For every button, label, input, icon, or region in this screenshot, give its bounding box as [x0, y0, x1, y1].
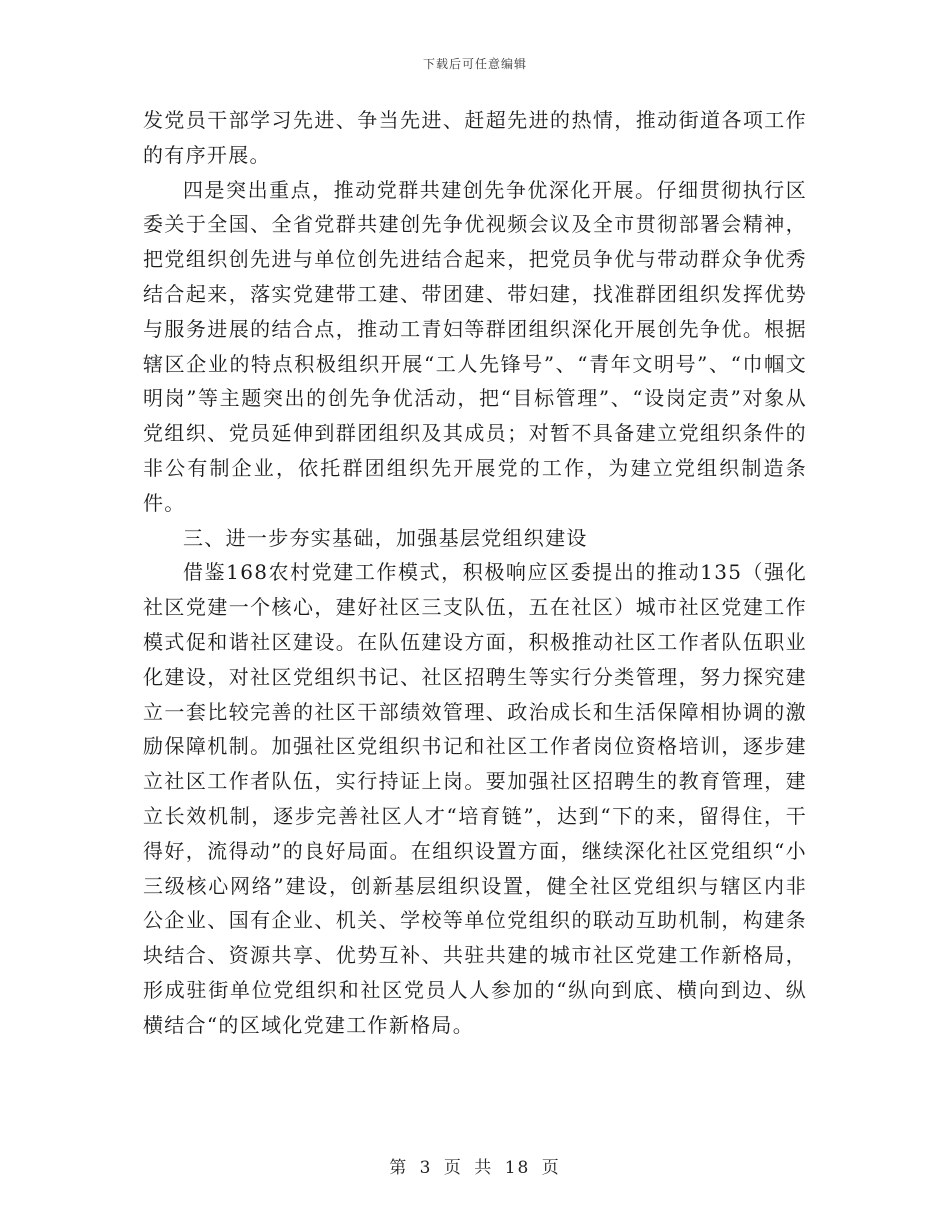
paragraph-community-building: 借鉴168农村党建工作模式，积极响应区委提出的推动135（强化社区党建一个核心，建好社区三支队伍，五在社区）城市社区党建工作模式促和谐社区建设。在队伍建设方面，积极推动社区工作者队伍职业化建设，对社区党组织书记、社区招聘生等实行分类管理，努力探究建立一套比较完善的社区干部绩效管理、政治成长和生活保障相协调的激励保障机制。加强社区党组织书记和社区工作者岗位资格培训，逐步建立社区工作者队伍，实行持证上岗。要加强社区招聘生的教育管理，建立长效机制，逐步完善社区人才“培育链”，达到“下的来，留得住，干得好，流得动”的良好局面。在组织设置方面，继续深化社区党组织“小三级核心网络”建设，创新基层组织设置，健全社区党组织与辖区内非公企业、国有企业、机关、学校等单位党组织的联动互助机制，构建条块结合、资源共享、优势互补、共驻共建的城市社区党建工作新格局，形成驻街单位党组织和社区党员人人参加的“纵向到底、横向到边、纵横结合“的区域化党建工作新格局。 [143, 560, 807, 1037]
document-body [143, 103, 807, 1043]
paragraph-point-four: 四是突出重点，推动党群共建创先争优深化开展。仔细贯彻执行区委关于全国、全省党群共建创先争优视频会议及全市贯彻部署会精神，把党组织创先进与单位创先进结合起来，把党员争优与带动群众争优秀结合起来，落实党建带工建、带团建、带妇建，找准群团组织发挥优势与服务进展的结合点，推动工青妇等群团组织深化开展创先争优。根据辖区企业的特点积极组织开展“工人先锋号”、“青年文明号”、“巾帼文明岗”等主题突出的创先争优活动，把“目标管理”、“设岗定责”对象从党组织、党员延伸到群团组织及其成员；对暂不具备建立党组织条件的非公有制企业，依托群团组织先开展党的工作，为建立党组织制造条件。 [143, 177, 807, 515]
section-heading-three: 三、进一步夯实基础，加强基层党组织建设 [183, 525, 588, 550]
page-header: 下载后可任意编辑 [422, 57, 527, 71]
paragraph-continuation: 发党员干部学习先进、争当先进、赶超先进的热情，推动街道各项工作的有序开展。 [143, 108, 807, 167]
page-footer: 第 3 页 共 18 页 [389, 1158, 561, 1178]
